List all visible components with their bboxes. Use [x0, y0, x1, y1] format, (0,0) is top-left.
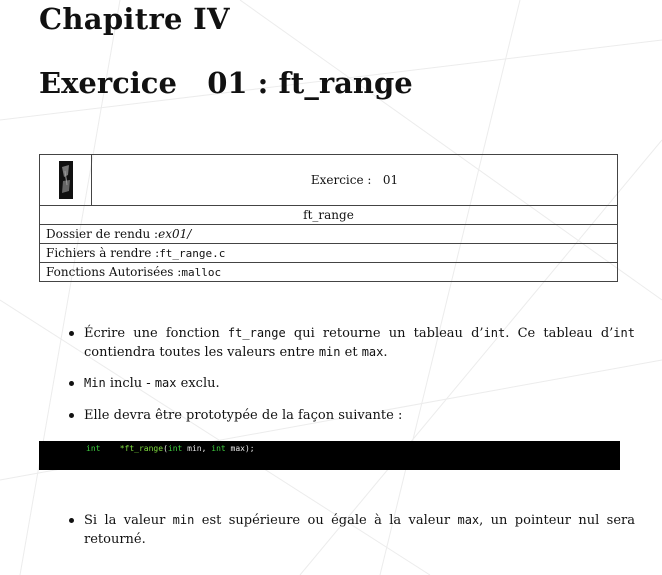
code-inline: max — [154, 376, 177, 390]
text: inclu - — [105, 376, 155, 391]
text: Écrire une fonction — [84, 326, 228, 341]
bullet-dot-icon — [69, 413, 74, 418]
fonctions-value: malloc — [181, 265, 222, 279]
text: est supérieure ou égale à la valeur — [194, 513, 458, 528]
text: et — [340, 345, 362, 360]
text: qui retourne un tableau d’ — [285, 326, 484, 341]
code-inline: int — [483, 326, 506, 340]
fichiers-row — [40, 244, 618, 263]
fichiers-value: ft_range.c — [159, 246, 226, 260]
text: Elle devra être prototypée de la façon suivante : — [84, 408, 403, 423]
dossier-label: Dossier de rendu : — [46, 227, 159, 241]
code-arg: max); — [225, 444, 255, 453]
fichiers-label: Fichiers à rendre : — [46, 246, 160, 260]
code-inline: max — [457, 513, 480, 527]
code-inline: min — [318, 345, 341, 359]
text: exclu. — [176, 376, 220, 391]
bullet-item — [66, 324, 635, 362]
exercise-name: ft_range — [303, 208, 354, 222]
code-inline: ft_range — [227, 326, 286, 340]
code-inline: max — [361, 345, 384, 359]
code-inline: min — [172, 513, 195, 527]
text: contiendra toutes les valeurs entre — [84, 345, 319, 360]
exercise-title: Exercice 01 : ft_range — [39, 66, 413, 100]
text: . — [383, 345, 388, 360]
code-keyword: int — [211, 444, 226, 453]
fonctions-row — [40, 263, 618, 282]
code-function: *ft_range — [119, 444, 164, 453]
bullet-item — [66, 406, 635, 425]
exercise-info-table — [39, 154, 618, 282]
bullet-dot-icon — [69, 381, 74, 386]
text: , un pointeur nul sera retourné. — [84, 513, 635, 547]
dossier-value: ex01/ — [158, 227, 192, 241]
exercise-name-row — [40, 206, 618, 225]
code-paren: ( — [163, 444, 168, 453]
fonctions-label: Fonctions Autorisées : — [46, 265, 182, 279]
code-spacer — [100, 444, 119, 453]
bullet-dot-icon — [69, 518, 74, 523]
code-keyword: int — [86, 444, 101, 453]
code-arg: min, — [182, 444, 212, 453]
bullet-item — [66, 511, 635, 549]
dossier-row — [40, 225, 618, 244]
code-block — [39, 441, 620, 470]
exercise-number-label: Exercice : 01 — [310, 173, 399, 187]
chapter-title: Chapitre IV — [39, 2, 230, 36]
bullet-dot-icon — [69, 331, 74, 336]
bullet-item — [66, 374, 635, 393]
code-inline: Min — [84, 376, 106, 390]
code-inline: int — [613, 326, 635, 340]
logo-cell — [40, 155, 92, 205]
school-logo-icon — [58, 161, 74, 199]
info-header-row — [40, 155, 618, 206]
code-keyword: int — [167, 444, 183, 453]
text: Si la valeur — [84, 513, 173, 528]
text: . Ce tableau d’ — [505, 326, 614, 341]
